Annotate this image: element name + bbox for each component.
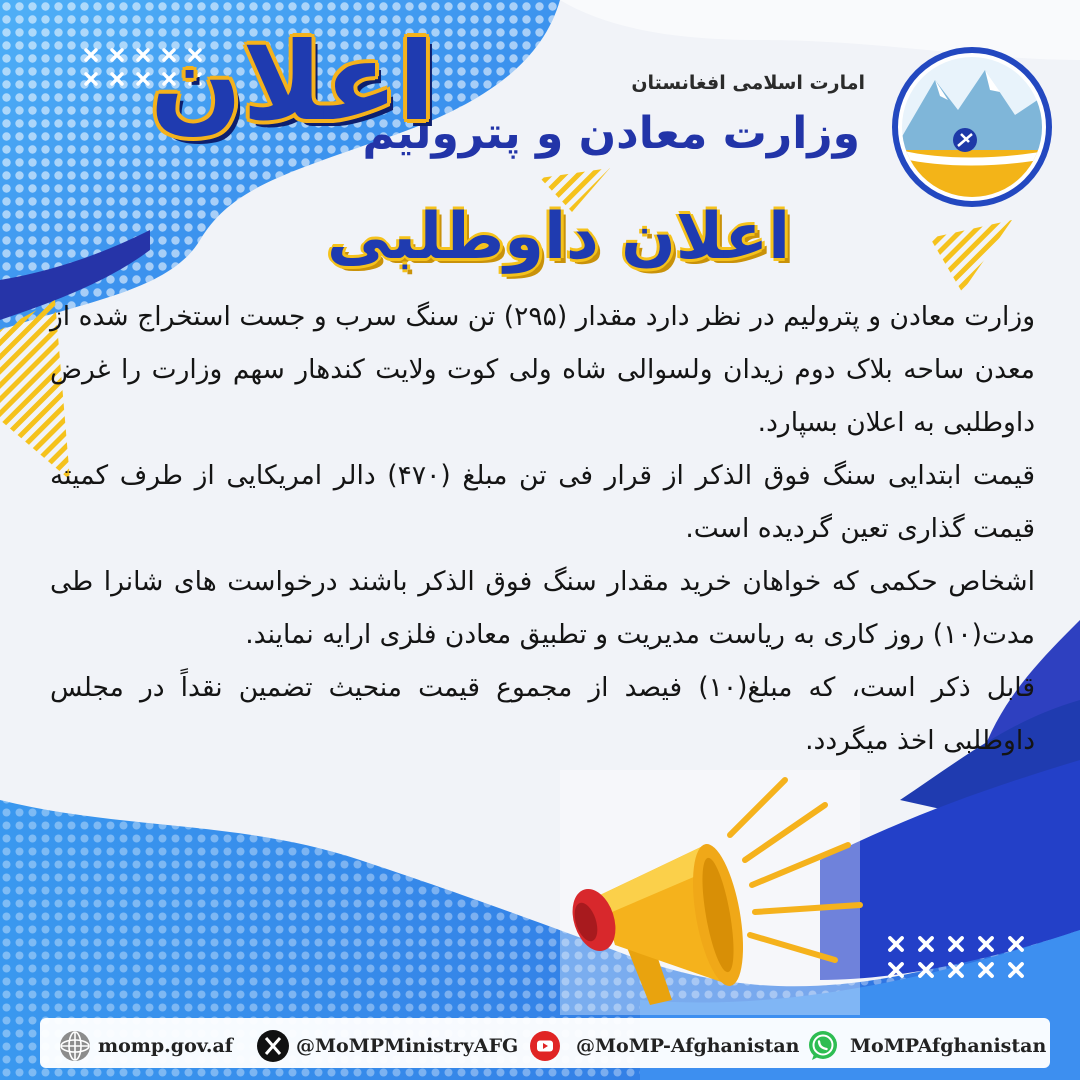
body-paragraph-4: قابل ذکر است، که مبلغ(۱۰) فیصد از مجموع قیمت منحیث تضمین نقداً در مجلس داوطلبی اخذ میگردد. — [50, 672, 1035, 756]
whatsapp-handle-text: MoMPAfghanistan — [850, 1035, 1047, 1057]
body-paragraph-2: قیمت ابتدایی سنگ فوق الذکر از قرار فی تن مبلغ (۴۷۰) دالر امریکایی از طرف کمیته قیمت گذاری تعین گردیده است. — [50, 460, 1036, 544]
body-paragraph-1: وزارت معادن و پترولیم در نظر دارد مقدار (۲۹۵) تن سنگ سرب و جست استخراج شده از معدن ساحه بلاک دوم زیدان ولسوالی شاه ولی کوت ولایت کندهار سهم وزارت را غرض داوطلبی به اعلان بسپارد. — [50, 301, 1035, 438]
x-handle-text: @MoMPMinistryAFG — [296, 1035, 519, 1057]
x-logo-icon — [256, 1029, 290, 1063]
youtube-handle-text: @MoMP-Afghanistan — [576, 1035, 800, 1057]
ministry-title: وزارت معادن و پترولیم — [362, 108, 860, 159]
x-link[interactable] — [256, 1028, 518, 1064]
whatsapp-link[interactable] — [806, 1028, 1046, 1064]
footer-contact-bar — [58, 1018, 1048, 1068]
emirate-title: امارت اسلامی افغانستان — [631, 72, 865, 94]
whatsapp-icon — [806, 1029, 840, 1063]
website-text: momp.gov.af — [98, 1035, 233, 1057]
globe-icon — [58, 1029, 92, 1063]
announcement-badge-title: اعلان — [150, 20, 435, 145]
youtube-link[interactable] — [528, 1028, 800, 1064]
youtube-icon — [528, 1029, 562, 1063]
website-link[interactable] — [58, 1028, 233, 1064]
page-subtitle: اعلان داوطلبی — [327, 200, 790, 274]
body-paragraph-3: اشخاص حکمی که خواهان خرید مقدار سنگ فوق الذکر باشند درخواست های شانرا طی مدت(۱۰) روز کاری به ریاست مدیریت و تطبیق معادن فلزی ارایه نمایند. — [50, 566, 1035, 650]
